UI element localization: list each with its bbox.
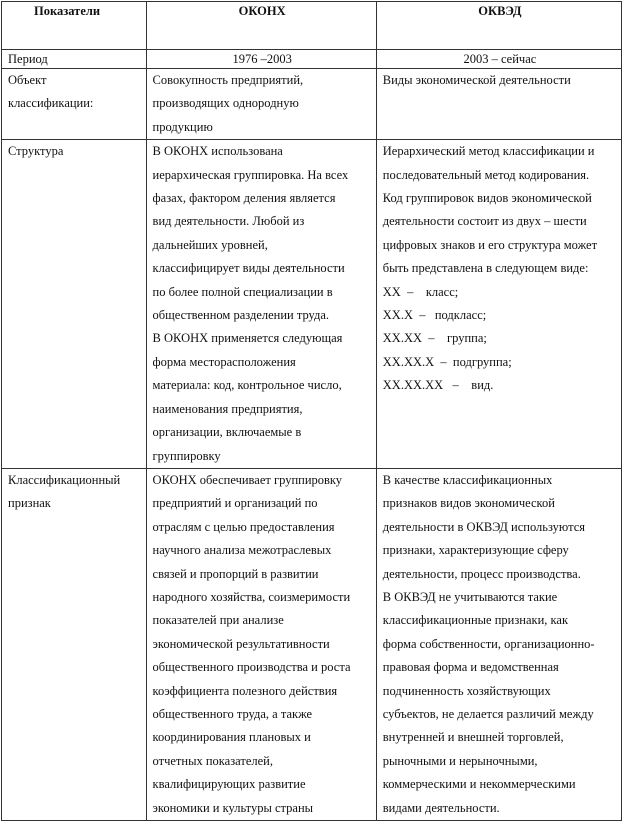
header-row (2, 2, 622, 50)
structure-okonh-line: по более полной специализации в (152, 284, 333, 299)
structure-label: Структура (2, 140, 147, 469)
classification-label-line: признак (8, 496, 51, 511)
structure-row (2, 140, 622, 469)
object-okonh-line: Совокупность предприятий, (152, 73, 304, 87)
classification-okonh-line: отраслям с целью предоставления (152, 519, 335, 534)
object-okved-line: Виды экономической деятельности (382, 73, 571, 87)
structure-okonh-line: форма месторасположения (152, 354, 296, 369)
classification-okonh-line: народного хозяйства, соизмеримости (152, 589, 351, 604)
classification-okonh-line: связей и пропорций в развитии (152, 566, 319, 581)
classification-okved-line: правовая форма и ведомственная (382, 660, 559, 675)
structure-okved-code-line: XX.X – подкласс; (382, 308, 487, 323)
structure-okonh-line: общественном разделении труда. (152, 308, 330, 323)
period-label: Период (2, 50, 147, 69)
structure-okonh-line: материала: код, контрольное число, (152, 378, 342, 393)
classification-okved-line: признаки, характеризующие сферу (382, 543, 569, 558)
classification-okved-line: форма собственности, организационно- (382, 636, 595, 651)
structure-okved-line: последовательный метод кодирования. (382, 167, 590, 182)
classification-okonh-line: квалифицирующих развитие (152, 777, 306, 792)
period-okved: 2003 – сейчас (376, 50, 621, 69)
comparison-table (1, 1, 622, 821)
period-row (2, 50, 622, 69)
structure-okonh-line: классифицирует виды деятельности (152, 261, 345, 276)
object-okonh-line: производящих однородную (152, 96, 299, 111)
classification-okved-line: В ОКВЭД не учитываются такие (382, 589, 558, 604)
structure-okonh-line: В ОКОНХ использована (152, 144, 283, 159)
structure-okonh-line: наименования предприятия, (152, 401, 303, 416)
classification-okved-line: признаков видов экономической (382, 496, 555, 511)
structure-okved-line: деятельности состоит из двух – шести (382, 214, 587, 229)
classification-okved-line: видами деятельности. (382, 800, 500, 815)
classification-okonh-line: экономики и культуры страны (152, 800, 314, 815)
classification-okonh-line: предприятий и организаций по (152, 496, 318, 511)
classification-okonh-line: общественного труда, а также (152, 706, 313, 721)
classification-okonh-line: отчетных показателей, (152, 753, 273, 768)
classification-row (2, 468, 622, 820)
structure-okved-code-line: XX.XX.XX – вид. (382, 378, 494, 393)
object-okved (376, 69, 621, 140)
header-okved: ОКВЭД (376, 2, 621, 50)
structure-okved-code-line: XX.XX.X – подгруппа; (382, 354, 512, 369)
object-row (2, 69, 622, 140)
classification-okonh (146, 468, 376, 820)
classification-okonh-line: показателей при анализе (152, 613, 284, 628)
structure-okonh-line: вид деятельности. Любой из (152, 214, 305, 229)
classification-okonh-line: ОКОНХ обеспечивает группировку (152, 472, 343, 487)
structure-okved-code-line: XX.XX – группа; (382, 331, 487, 346)
structure-okved-line: быть представлена в следующем виде: (382, 261, 589, 276)
classification-okved-line: подчиненность хозяйствующих (382, 683, 551, 698)
classification-okved-line: рыночными и нерыночными, (382, 753, 538, 768)
classification-okved-line: В качестве классификационных (382, 472, 553, 487)
object-label-line: классификации: (8, 96, 94, 111)
classification-okonh-line: коэффициента полезного действия (152, 683, 338, 698)
classification-label-line: Классификационный (8, 472, 121, 487)
structure-okonh-line: организации, включаемые в (152, 425, 302, 440)
structure-okonh-line: группировку (152, 448, 221, 463)
object-okonh (146, 69, 376, 140)
classification-okved-line: коммерческими и некоммерческими (382, 777, 576, 792)
structure-okonh-line: дальнейших уровней, (152, 237, 268, 252)
structure-okved-line: Иерархический метод классификации и (382, 144, 595, 159)
period-okonh: 1976 –2003 (146, 50, 376, 69)
classification-okved-line: деятельности, процесс производства. (382, 566, 581, 581)
classification-okonh-line: координирования плановых и (152, 730, 311, 745)
classification-okonh-line: экономической результативности (152, 636, 330, 651)
structure-okved-line: цифровых знаков и его структура может (382, 237, 598, 252)
classification-okved (376, 468, 621, 820)
structure-okved-line: Код группировок видов экономической (382, 191, 592, 206)
structure-okved (376, 140, 621, 469)
classification-okonh-line: научного анализа межотраслевых (152, 543, 332, 558)
structure-okonh-line: иерархическая группировка. На всех (152, 167, 349, 182)
structure-okonh (146, 140, 376, 469)
classification-okved-line: деятельности в ОКВЭД используются (382, 519, 585, 534)
object-okonh-line: продукцию (152, 119, 213, 134)
classification-okonh-line: общественного производства и роста (152, 660, 351, 675)
object-label (2, 69, 147, 140)
header-indicators: Показатели (2, 2, 147, 50)
classification-okved-line: субъектов, не делается различий между (382, 706, 594, 721)
structure-okved-code-line: XX – класс; (382, 284, 459, 299)
header-okonh: ОКОНХ (146, 2, 376, 50)
structure-okonh-line: фазах, фактором деления является (152, 191, 336, 206)
classification-okved-line: внутренней и внешней торговлей, (382, 730, 564, 745)
object-label-line: Объект (8, 73, 47, 87)
structure-okonh-line: В ОКОНХ применяется следующая (152, 331, 343, 346)
classification-okved-line: классификационные признаки, как (382, 613, 569, 628)
classification-label (2, 468, 147, 820)
